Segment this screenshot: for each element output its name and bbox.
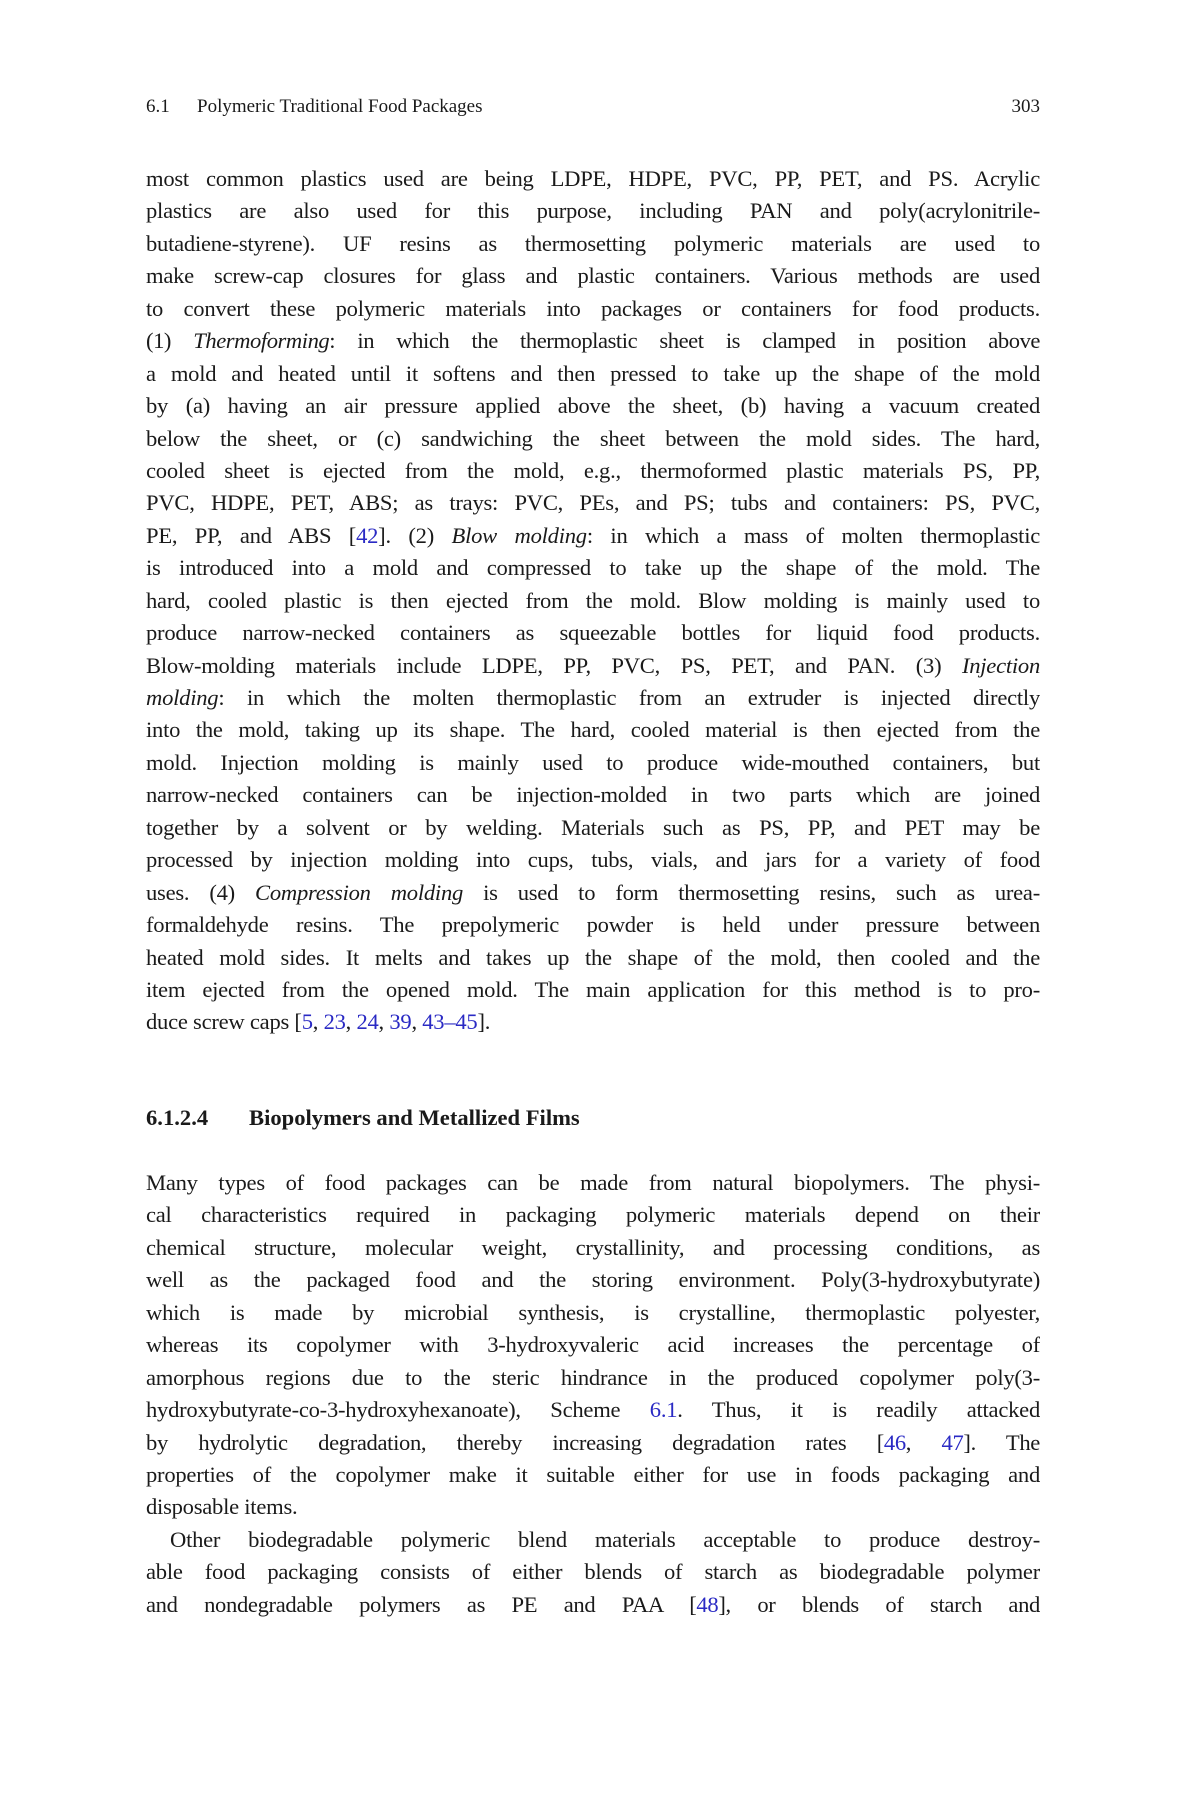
text-run: is introduced into a mold and compressed to take up the shape of the mold. The — [146, 555, 1040, 581]
text-line — [146, 974, 1040, 1006]
reference-link[interactable]: 39 — [389, 1009, 412, 1035]
text-run: , — [411, 1009, 423, 1035]
page-number: 303 — [1011, 96, 1040, 117]
text-run: , — [345, 1009, 357, 1035]
text-run: produce narrow-necked containers as squeezable bottles for liquid food products. — [146, 620, 1040, 646]
text-line — [146, 1362, 1040, 1394]
text-run: PVC, HDPE, PET, ABS; as trays: PVC, PEs, and PS; tubs and containers: PS, PVC, — [146, 490, 1040, 516]
running-head — [146, 94, 1040, 120]
text-run: plastics are also used for this purpose, including PAN and poly(acrylonitrile- — [146, 198, 1040, 224]
text-run: and nondegradable polymers as PE and PAA [ — [146, 1591, 697, 1617]
text-run: butadiene-styrene). UF resins as thermosetting polymeric materials are used to — [146, 230, 1040, 256]
text-run: a mold and heated until it softens and then pressed to take up the shape of the mold — [146, 360, 1040, 386]
text-line — [146, 682, 1040, 714]
text-line — [146, 909, 1040, 941]
text-run: PE, PP, and ABS [ — [146, 522, 357, 548]
text-run: Other biodegradable polymeric blend materials acceptable to produce destroy- — [170, 1527, 1040, 1552]
text-line — [146, 1459, 1040, 1491]
text-line — [146, 1524, 1040, 1556]
text-run: Many types of food packages can be made from natural biopolymers. The physi- — [146, 1170, 1040, 1195]
section-heading-title: Biopolymers and Metallized Films — [249, 1105, 580, 1130]
italic-term: Thermoforming — [193, 328, 330, 354]
reference-link[interactable]: 47 — [941, 1429, 964, 1455]
reference-link[interactable]: 6.1 — [649, 1397, 678, 1423]
text-run: below the sheet, or (c) sandwiching the sheet between the mold sides. The hard, — [146, 425, 1040, 451]
text-run: ], or blends of starch and — [718, 1591, 1040, 1617]
text-run: duce screw caps [ — [146, 1009, 302, 1035]
text-line — [146, 423, 1040, 455]
text-line — [146, 390, 1040, 422]
text-run: mold. Injection molding is mainly used to produce wide-mouthed containers, but — [146, 749, 1040, 775]
text-line — [146, 1329, 1040, 1361]
text-line — [146, 195, 1040, 227]
italic-term: molding — [146, 685, 219, 710]
text-run: most common plastics used are being LDPE, HDPE, PVC, PP, PET, and PS. Acrylic — [146, 166, 1040, 191]
text-run: properties of the copolymer make it suitable either for use in foods packaging and — [146, 1461, 1040, 1487]
text-line — [146, 1589, 1040, 1621]
italic-term: Blow molding — [451, 522, 587, 548]
text-run: : in which the thermoplastic sheet is clamped in position above — [329, 328, 1040, 354]
text-line — [146, 585, 1040, 617]
text-run: uses. (4) — [146, 879, 256, 905]
paragraph-biopolymers — [146, 1167, 1040, 1524]
paragraph-biodegradable-blends — [146, 1524, 1040, 1621]
reference-link[interactable]: 48 — [696, 1591, 719, 1617]
text-run: which is made by microbial synthesis, is crystalline, thermoplastic polyester, — [146, 1299, 1040, 1325]
text-line — [146, 1297, 1040, 1329]
reference-link[interactable]: 42 — [356, 522, 379, 548]
text-line — [146, 1394, 1040, 1426]
text-run: item ejected from the opened mold. The main application for this method is to pro- — [146, 976, 1040, 1002]
text-line — [146, 844, 1040, 876]
text-run: amorphous regions due to the steric hindrance in the produced copolymer poly(3- — [146, 1364, 1040, 1390]
section-heading — [146, 1104, 580, 1132]
text-run: to convert these polymeric materials into packages or containers for food products. — [146, 295, 1040, 321]
text-line — [146, 1556, 1040, 1588]
text-line — [146, 714, 1040, 746]
text-line — [146, 552, 1040, 584]
text-run: ]. — [477, 1009, 491, 1035]
text-run: processed by injection molding into cups, tubs, vials, and jars for a variety of food — [146, 847, 1040, 873]
text-line — [146, 1264, 1040, 1296]
text-run: together by a solvent or by welding. Materials such as PS, PP, and PET may be — [146, 814, 1040, 840]
text-run: cooled sheet is ejected from the mold, e.g., thermoformed plastic materials PS, PP, — [146, 457, 1040, 483]
text-run: well as the packaged food and the storing environment. Poly(3-hydroxybutyrate) — [146, 1267, 1040, 1293]
text-line — [146, 650, 1040, 682]
paragraph-thermoforming-molding — [146, 163, 1040, 1039]
text-run: narrow-necked containers can be injection-molded in two parts which are joined — [146, 782, 1040, 808]
text-run: : in which the molten thermoplastic from an extruder is injected directly — [218, 685, 1040, 710]
text-run: , — [312, 1009, 324, 1035]
text-line — [146, 1006, 1040, 1038]
text-run: Blow-molding materials include LDPE, PP, PVC, PS, PET, and PAN. (3) — [146, 652, 962, 678]
text-run: , — [905, 1429, 942, 1455]
text-line — [146, 812, 1040, 844]
text-line — [146, 942, 1040, 974]
text-run: by hydrolytic degradation, thereby increasing degradation rates [ — [146, 1429, 884, 1455]
text-run: , — [378, 1009, 390, 1035]
text-line — [146, 617, 1040, 649]
text-run: able food packaging consists of either blends of starch as biodegradable polymer — [146, 1559, 1040, 1585]
text-run: hydroxybutyrate-co-3-hydroxyhexanoate), Scheme — [146, 1397, 650, 1423]
text-line — [146, 1232, 1040, 1264]
text-run: hard, cooled plastic is then ejected from the mold. Blow molding is mainly used to — [146, 587, 1040, 613]
text-run: (1) — [146, 328, 194, 354]
text-run: by (a) having an air pressure applied above the sheet, (b) having a vacuum created — [146, 393, 1040, 419]
reference-link[interactable]: 5 — [301, 1009, 313, 1035]
text-run: ]. The — [963, 1429, 1040, 1455]
text-line — [146, 260, 1040, 292]
text-run: chemical structure, molecular weight, crystallinity, and processing conditions, as — [146, 1234, 1040, 1260]
text-line — [146, 228, 1040, 260]
reference-link[interactable]: 46 — [883, 1429, 906, 1455]
section-heading-number: 6.1.2.4 — [146, 1105, 209, 1130]
text-line — [146, 747, 1040, 779]
text-run: heated mold sides. It melts and takes up the shape of the mold, then cooled and the — [146, 944, 1040, 970]
text-run: into the mold, taking up its shape. The hard, cooled material is then ejected from the — [146, 717, 1040, 743]
text-line — [146, 520, 1040, 552]
italic-term: Compression molding — [255, 879, 464, 905]
text-line — [146, 455, 1040, 487]
text-line — [146, 358, 1040, 390]
text-line — [146, 1199, 1040, 1231]
text-line — [146, 1427, 1040, 1459]
text-line — [146, 293, 1040, 325]
text-run: formaldehyde resins. The prepolymeric powder is held under pressure between — [146, 912, 1040, 938]
text-line — [146, 1491, 1040, 1523]
text-run: . Thus, it is readily attacked — [677, 1397, 1040, 1423]
text-run: cal characteristics required in packaging polymeric materials depend on their — [146, 1202, 1040, 1228]
text-run: : in which a mass of molten thermoplastic — [586, 522, 1040, 548]
reference-link[interactable]: 23 — [323, 1009, 346, 1035]
text-run: disposable items. — [146, 1494, 298, 1520]
running-head-section-number: 6.1 — [146, 96, 170, 117]
reference-link[interactable]: 43–45 — [422, 1009, 478, 1035]
text-run: is used to form thermosetting resins, such as urea- — [463, 879, 1040, 905]
reference-link[interactable]: 24 — [356, 1009, 379, 1035]
text-line — [146, 487, 1040, 519]
text-line — [146, 325, 1040, 357]
running-head-section-title: Polymeric Traditional Food Packages — [197, 96, 483, 117]
text-run: whereas its copolymer with 3-hydroxyvaleric acid increases the percentage of — [146, 1332, 1040, 1358]
text-line — [146, 1167, 1040, 1199]
text-line — [146, 779, 1040, 811]
text-line — [146, 163, 1040, 195]
text-run: ]. (2) — [378, 522, 452, 548]
italic-term: Injection — [961, 652, 1040, 678]
text-run: make screw-cap closures for glass and plastic containers. Various methods are used — [146, 263, 1040, 289]
text-line — [146, 877, 1040, 909]
